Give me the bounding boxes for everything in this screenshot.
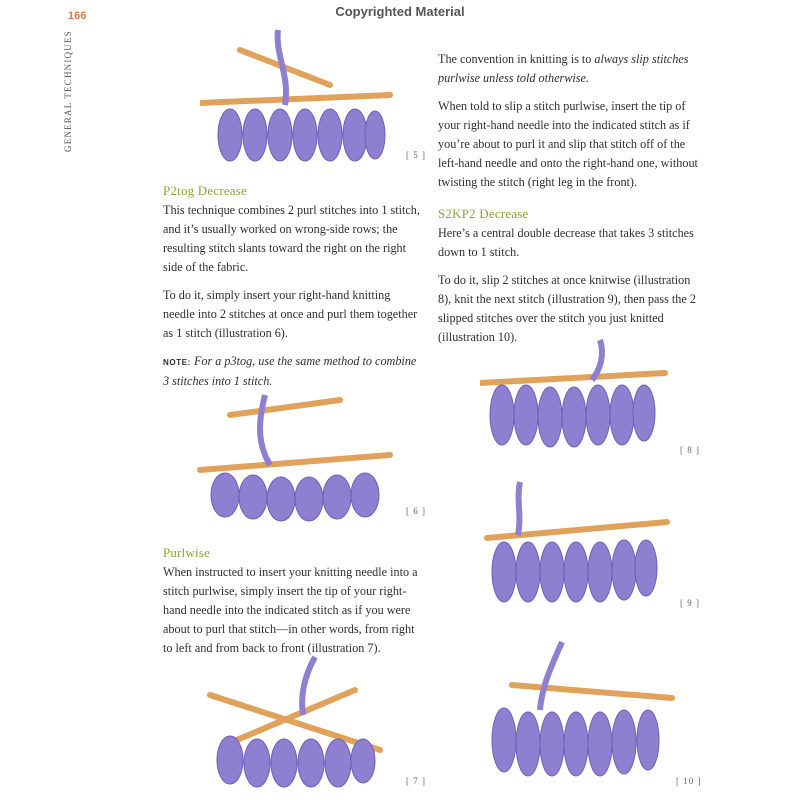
section-label: GENERAL TECHNIQUES: [63, 30, 73, 152]
illustration-8: [480, 335, 670, 460]
illustration-7: [205, 655, 385, 795]
figure-label-8: [ 8 ]: [680, 445, 700, 455]
note-text: For a p3tog, use the same method to combine 3 stitches into 1 stitch.: [163, 354, 417, 388]
s2kp2-paragraph-2: To do it, slip 2 stitches at once knitwise (illustration 8), knit the next stitch (illustration 9), then pass the 2 slipped stitches over the stitch you just knitted (illustration 10).: [438, 273, 696, 344]
figure-label-7: [ 7 ]: [406, 776, 426, 786]
slip-purlwise-paragraph: When told to slip a stitch purlwise, insert the tip of your right-hand needle into the indicated stitch as if you’re about to purl it and slip that stitch off of the left-hand needle and onto the right-hand one, without twisting the stitch (right leg in the front).: [438, 99, 698, 189]
purlwise-paragraph: When instructed to insert your knitting needle into a stitch purlwise, simply insert the tip of your right-hand needle into the indicated stitch as if you were about to purl that stitch—in other words, from right to left and from back to front (illustration 7).: [163, 565, 418, 655]
figure-label-9: [ 9 ]: [680, 598, 700, 608]
right-column: [438, 50, 698, 356]
s2kp2-paragraph-1: Here’s a central double decrease that takes 3 stitches down to 1 stitch.: [438, 226, 694, 259]
left-column: [163, 181, 421, 400]
figure-label-10: [ 10 ]: [676, 776, 702, 786]
copyright-watermark: Copyrighted Material: [335, 4, 465, 19]
p2tog-paragraph-1: This technique combines 2 purl stitches into 1 stitch, and it’s usually worked on wrong-side rows; the resulting stitch slants toward the right on the right side of the fabric.: [163, 203, 420, 274]
s2kp2-heading: S2KP2 Decrease: [438, 206, 529, 221]
page-number: 166: [68, 10, 87, 22]
purlwise-heading: Purlwise: [163, 545, 211, 560]
convention-emphasis: always slip stitches purlwise unless told otherwise.: [438, 52, 689, 85]
figure-label-6: [ 6 ]: [406, 506, 426, 516]
note-label: NOTE:: [163, 358, 191, 367]
convention-text: The convention in knitting is to: [438, 52, 595, 66]
illustration-5: [200, 25, 400, 165]
illustration-10: [482, 640, 677, 790]
p2tog-paragraph-2: To do it, simply insert your right-hand knitting needle into 2 stitches at once and purl them together as 1 stitch (illustration 6).: [163, 288, 418, 340]
convention-paragraph: [438, 50, 698, 88]
p2tog-heading: P2tog Decrease: [163, 183, 248, 198]
purlwise-section: [163, 543, 425, 667]
illustration-9: [482, 480, 672, 610]
figure-label-5: [ 5 ]: [406, 150, 426, 160]
illustration-6: [195, 385, 400, 525]
